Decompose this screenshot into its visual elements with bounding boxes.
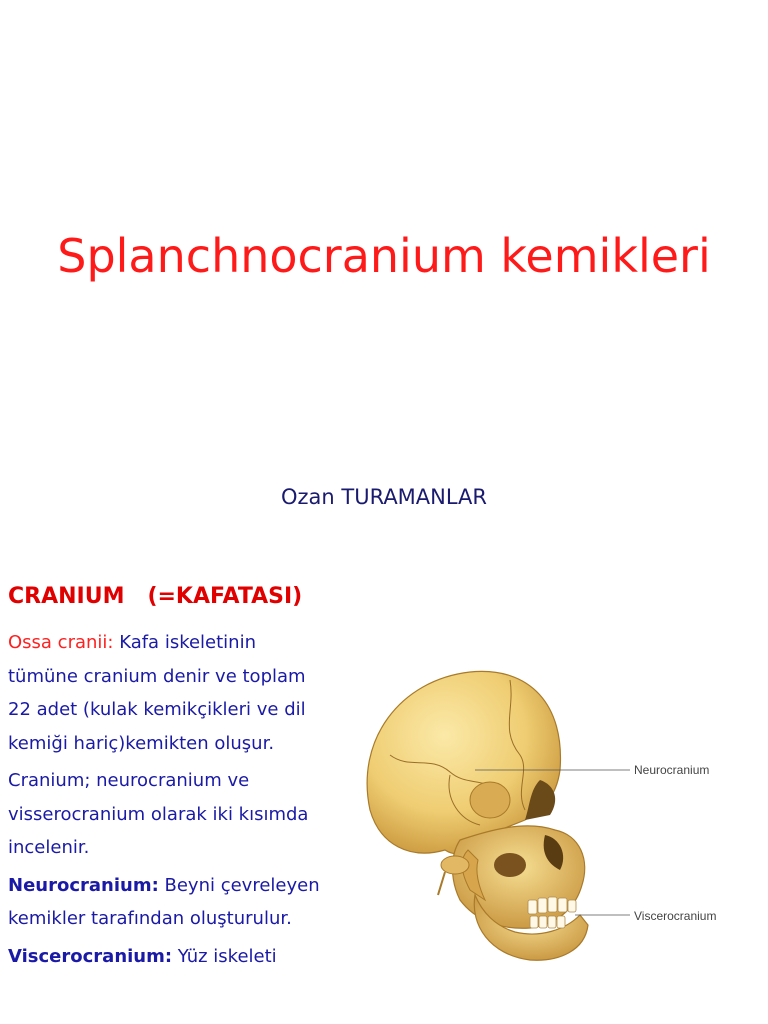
term-ossa-cranii: Ossa cranii:: [8, 632, 114, 653]
term-neurocranium: Neurocranium:: [8, 874, 159, 896]
paragraph-text: Kafa iskeletinin tümüne cranium denir ve toplam 22 adet (kulak kemikçikleri ve dil kemiği hariç)kemikten oluşur.: [8, 632, 306, 754]
paragraph-text: Yüz iskeleti: [172, 945, 277, 967]
paragraph-ossa-cranii: [8, 626, 326, 760]
paragraph-viscerocranium: [8, 940, 326, 974]
label-neurocranium: Neurocranium: [634, 763, 710, 777]
paragraph-text: Cranium; neurocranium ve visserocranium olarak iki kısımda incelenir.: [8, 770, 309, 858]
body-text: [8, 626, 326, 977]
skull-figure: [350, 660, 768, 980]
paragraph-neurocranium: [8, 869, 326, 936]
section-heading: CRANIUM (=KAFATASI): [8, 584, 303, 609]
label-viscerocranium: Viscerocranium: [634, 909, 717, 923]
paragraph-cranium: [8, 764, 326, 865]
term-viscerocranium: Viscerocranium:: [8, 945, 173, 967]
slide-title: Splanchnocranium kemikleri: [57, 229, 711, 283]
author-name: Ozan TURAMANLAR: [280, 485, 488, 509]
paragraph-text: Beyni çevreleyen kemikler tarafından oluşturulur.: [8, 874, 320, 929]
skull-illustration: [350, 660, 768, 980]
